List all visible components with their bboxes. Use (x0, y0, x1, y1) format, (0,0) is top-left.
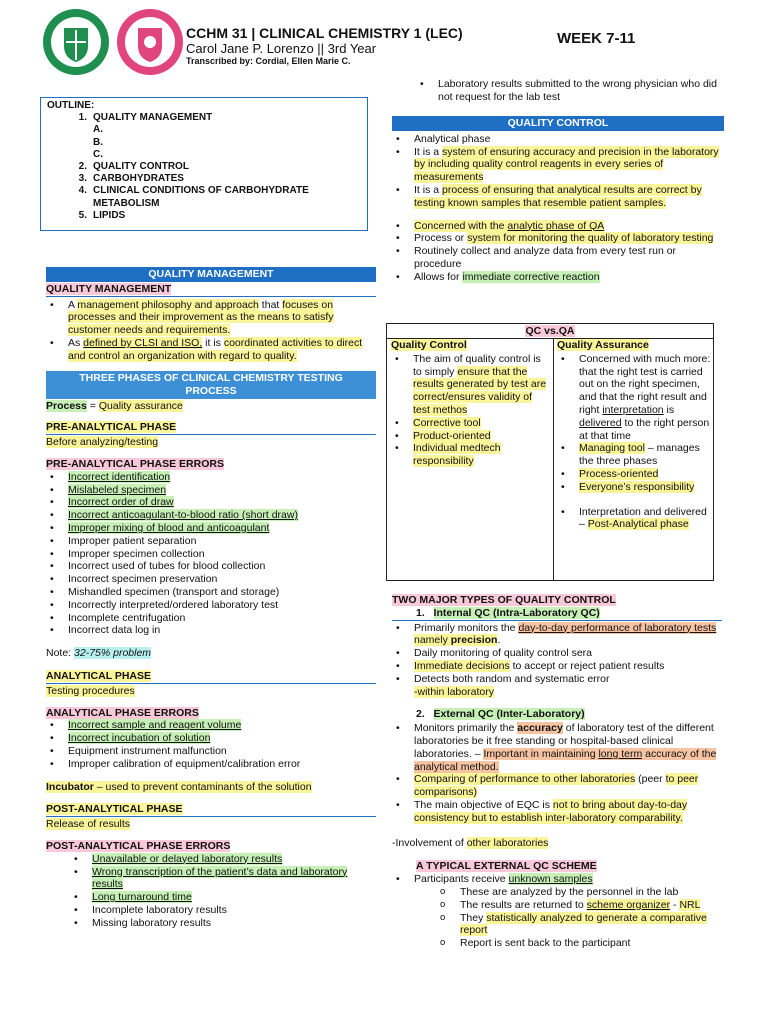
list-item: • Incorrect data log in (46, 624, 376, 637)
list-item: • Improper mixing of blood and anticoagulant (46, 522, 376, 535)
analytical-desc: Testing procedures (46, 684, 135, 697)
table-col-quality-control (391, 339, 549, 468)
list-item: • Primarily monitors the day-to-day performance of laboratory tests namely precision. (392, 622, 722, 648)
list-item: • Individual medtech responsibility (391, 442, 549, 468)
author-line: Carol Jane P. Lorenzo || 3rd Year (186, 41, 377, 56)
qc-types-section (392, 594, 722, 950)
outline-item: 3. CARBOHYDRATES (78, 173, 184, 185)
list-item: • Incorrect identification (46, 471, 376, 484)
post-analytical-desc: Release of results (46, 818, 131, 831)
list-item: • It is a system of ensuring accuracy and precision in the laboratory by including quality control reagents in every series of measurements (392, 146, 724, 184)
college-seal-pink (116, 8, 184, 80)
list-item: • Analytical phase (392, 133, 724, 146)
table-title: QC vs.QA (525, 325, 575, 337)
list-item: • Allows for immediate corrective reaction (392, 271, 724, 284)
post-analytical-errors-continued (392, 78, 722, 104)
list-item: • Incomplete laboratory results (46, 904, 376, 917)
quality-management-bar: QUALITY MANAGEMENT (46, 267, 376, 282)
involvement-line: -Involvement of other laboratories (392, 836, 549, 849)
analytical-heading: ANALYTICAL PHASE (46, 669, 152, 682)
list-item: o The results are returned to scheme organizer - NRL (392, 899, 722, 912)
list-item: • The main objective of EQC is not to bring about day-to-day consistency but to establish inter-laboratory comparability. (392, 799, 722, 825)
list-item: • Product-oriented (391, 430, 549, 443)
list-item: • Unavailable or delayed laboratory results (46, 853, 376, 866)
list-item: • Routinely collect and analyze data from every test run or procedure (392, 245, 724, 271)
quality-control-section (392, 116, 724, 284)
list-item: • Daily monitoring of quality control sera (392, 647, 722, 660)
outline-item: A. (93, 124, 103, 136)
post-analytical-heading: POST-ANALYTICAL PHASE (46, 803, 183, 816)
note-line: Note: 32-75% problem (46, 647, 152, 660)
testing-phases-bar: THREE PHASES OF CLINICAL CHEMISTRY TESTING PROCESS (46, 371, 376, 399)
table-header-qc: Quality Control (391, 339, 467, 351)
transcriber-line: Transcribed by: Cordial, Ellen Marie C. (186, 56, 351, 66)
list-item: • Incorrect anticoagulant-to-blood ratio (short draw) (46, 509, 376, 522)
list-item: • Mislabeled specimen (46, 484, 376, 497)
list-item: • Managing tool – manages the three phases (557, 442, 711, 468)
list-item: • Incorrectly interpreted/ordered laboratory test (46, 599, 376, 612)
pre-analytical-desc: Before analyzing/testing (46, 436, 159, 449)
list-item: • Interpretation and delivered – Post-Analytical phase (557, 506, 711, 532)
list-item: • Participants receive unknown samples (392, 873, 722, 886)
course-title: CCHM 31 | CLINICAL CHEMISTRY 1 (LEC) (186, 25, 463, 41)
analytical-errors-heading: ANALYTICAL PHASE ERRORS (46, 706, 199, 719)
list-item: • It is a process of ensuring that analytical results are correct by testing known samples that resemble patient samples. (392, 184, 724, 210)
outline-item: 2. QUALITY CONTROL (78, 160, 189, 172)
quality-management-section (46, 267, 376, 363)
list-item: • Everyone’s responsibility (557, 481, 711, 494)
list-item: • Process-oriented (557, 468, 711, 481)
list-item: • Corrective tool (391, 417, 549, 430)
list-item: • Process or system for monitoring the quality of laboratory testing (392, 232, 724, 245)
list-item: • The aim of quality control is to simply ensure that the results generated by test are correct/ensures validity of test methos (391, 353, 549, 417)
post-analytical-errors-heading: POST-ANALYTICAL PHASE ERRORS (46, 839, 231, 852)
list-item: • Comparing of performance to other laboratories (peer to peer comparisons) (392, 773, 722, 799)
internal-qc-heading: 1. Internal QC (Intra-Laboratory QC) (392, 607, 722, 621)
list-item: • Monitors primarily the accuracy of laboratory test of the different laboratories be it free standing or hospital-based clinical laboratories. – Important in maintaining long term accuracy of the analytical method. (392, 722, 722, 773)
list-item: o Report is sent back to the participant (392, 937, 722, 950)
pre-analytical-errors-heading: PRE-ANALYTICAL PHASE ERRORS (46, 457, 224, 470)
list-item: o These are analyzed by the personnel in the lab (392, 886, 722, 899)
external-qc-heading: 2. External QC (Inter-Laboratory) (416, 708, 585, 721)
list-item: • Missing laboratory results (46, 917, 376, 930)
list-item: • As defined by CLSI and ISO, it is coordinated activities to direct and control an organization with regard to quality. (46, 337, 376, 363)
qc-vs-qa-table (386, 323, 714, 581)
outline-item: B. (93, 136, 103, 148)
list-item: • Incorrect incubation of solution (46, 732, 376, 745)
quality-management-subheading: QUALITY MANAGEMENT (46, 282, 172, 295)
list-item: • Laboratory results submitted to the wrong physician who did not request for the lab test (392, 78, 722, 104)
process-line: Process = Quality assurance (46, 399, 183, 412)
pre-analytical-heading: PRE-ANALYTICAL PHASE (46, 421, 177, 434)
outline-box (40, 97, 368, 231)
week-label: WEEK 7-11 (557, 30, 636, 47)
list-item: • Long turnaround time (46, 891, 376, 904)
outline-item: C. (93, 148, 103, 160)
list-item: • Improper patient separation (46, 535, 376, 548)
quality-control-bar: QUALITY CONTROL (392, 116, 724, 131)
pre-analytical-errors-list (46, 471, 376, 637)
outline-item: 5. LIPIDS (78, 209, 126, 221)
list-item: • Concerned with much more: that the right test is carried out on the right specimen, and that the right result and right interpretation is delivered to the right person at that time (557, 353, 711, 443)
testing-phases-section (46, 371, 376, 929)
list-item: • Improper calibration of equipment/calibration error (46, 758, 376, 771)
outline-title: OUTLINE: (47, 100, 95, 111)
list-item: • Incorrect used of tubes for blood collection (46, 560, 376, 573)
list-item: • Concerned with the analytic phase of QA (392, 220, 724, 233)
table-col-quality-assurance (557, 339, 711, 531)
university-seal-green (42, 8, 110, 80)
list-item: • Incomplete centrifugation (46, 612, 376, 625)
table-header-qa: Quality Assurance (557, 339, 649, 351)
list-item: • Incorrect order of draw (46, 496, 376, 509)
list-item: • Equipment instrument malfunction (46, 745, 376, 758)
qc-types-heading: TWO MAJOR TYPES OF QUALITY CONTROL (392, 594, 616, 606)
outline-list (47, 112, 367, 222)
post-analytical-errors-list (46, 853, 376, 930)
incubator-line: Incubator – used to prevent contaminants of the solution (46, 780, 312, 793)
list-item: o They statistically analyzed to generate a comparative report (392, 912, 722, 938)
outline-item: 4. CLINICAL CONDITIONS OF CARBOHYDRATE METABOLISM (78, 185, 309, 209)
list-item: • Incorrect specimen preservation (46, 573, 376, 586)
list-item: • Incorrect sample and reagent volume (46, 719, 376, 732)
analytical-errors-list (46, 719, 376, 770)
list-item: • Wrong transcription of the patient’s data and laboratory results (46, 866, 376, 892)
outline-item: 1. QUALITY MANAGEMENT (78, 112, 213, 124)
external-scheme-heading: A TYPICAL EXTERNAL QC SCHEME (416, 860, 597, 873)
list-item: • Immediate decisions to accept or reject patient results (392, 660, 722, 673)
list-item: • Mishandled specimen (transport and storage) (46, 586, 376, 599)
list-item: • A management philosophy and approach that focuses on processes and their improvement as the means to satisfy customer needs and requirements. (46, 299, 376, 337)
list-item: • Detects both random and systematic error -within laboratory (392, 673, 722, 699)
list-item: • Improper specimen collection (46, 548, 376, 561)
